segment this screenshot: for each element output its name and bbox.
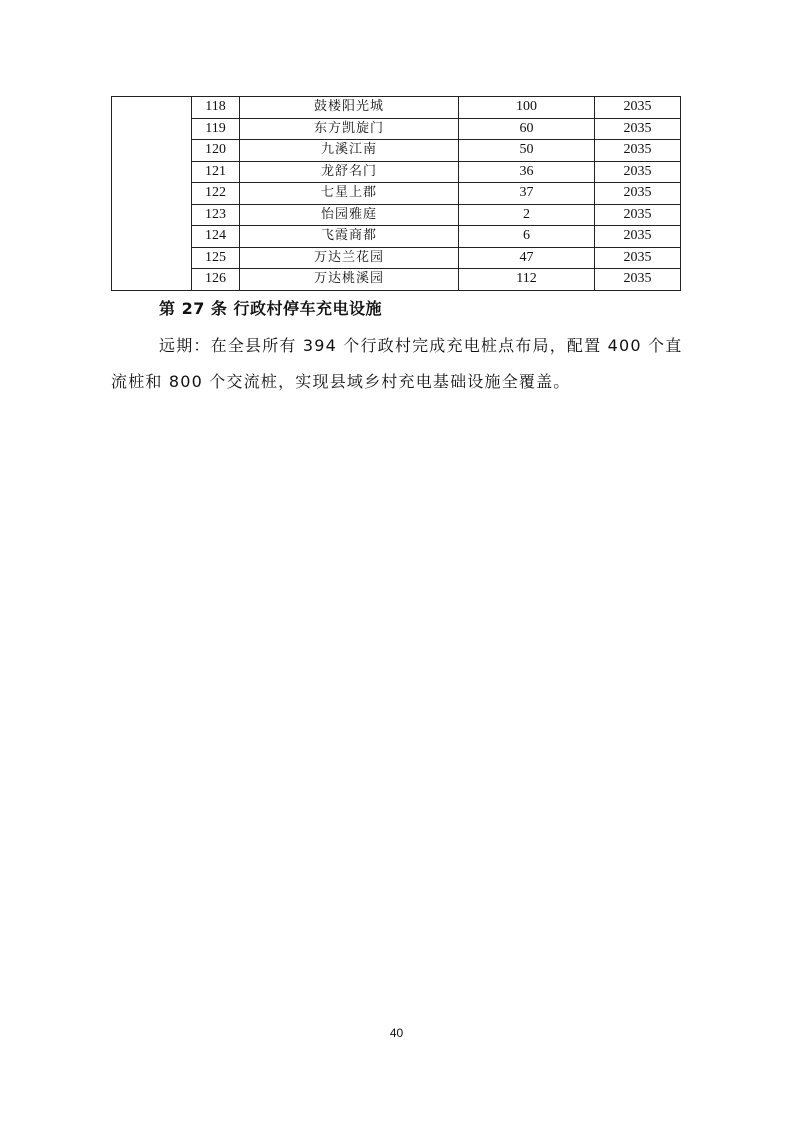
target-year-cell: 2035 — [595, 226, 681, 248]
pile-count-cell: 2 — [459, 204, 595, 226]
pile-count-cell: 112 — [459, 269, 595, 291]
row-number-cell: 122 — [192, 183, 240, 205]
community-name-cell: 九溪江南 — [240, 140, 459, 162]
pile-count-cell: 47 — [459, 247, 595, 269]
row-number-cell: 123 — [192, 204, 240, 226]
pile-count-cell: 36 — [459, 161, 595, 183]
pile-count-cell: 6 — [459, 226, 595, 248]
merged-category-cell — [112, 97, 192, 291]
community-name-cell: 龙舒名门 — [240, 161, 459, 183]
table-row — [112, 226, 681, 248]
target-year-cell: 2035 — [595, 161, 681, 183]
target-year-cell: 2035 — [595, 183, 681, 205]
community-name-cell: 鼓楼阳光城 — [240, 97, 459, 119]
row-number-cell: 120 — [192, 140, 240, 162]
row-number-cell: 126 — [192, 269, 240, 291]
section-paragraph: 远期：在全县所有 394 个行政村完成充电桩点布局，配置 400 个直流桩和 800 个交流桩，实现县域乡村充电基础设施全覆盖。 — [111, 336, 683, 391]
community-name-cell: 七星上郡 — [240, 183, 459, 205]
table-body — [112, 97, 681, 291]
target-year-cell: 2035 — [595, 204, 681, 226]
community-name-cell: 飞霞商都 — [240, 226, 459, 248]
target-year-cell: 2035 — [595, 247, 681, 269]
row-number-cell: 125 — [192, 247, 240, 269]
table-row — [112, 269, 681, 291]
table-row — [112, 247, 681, 269]
section-heading: 第 27 条 行政村停车充电设施 — [159, 299, 382, 318]
target-year-cell: 2035 — [595, 97, 681, 119]
row-number-cell: 121 — [192, 161, 240, 183]
charging-pile-table — [111, 96, 681, 291]
table-row — [112, 118, 681, 140]
community-name-cell: 万达兰花园 — [240, 247, 459, 269]
community-name-cell: 东方凯旋门 — [240, 118, 459, 140]
pile-count-cell: 60 — [459, 118, 595, 140]
table-row — [112, 183, 681, 205]
row-number-cell: 119 — [192, 118, 240, 140]
table-row — [112, 204, 681, 226]
pile-count-cell: 100 — [459, 97, 595, 119]
community-name-cell: 怡园雅庭 — [240, 204, 459, 226]
table-row — [112, 140, 681, 162]
page-number: 40 — [389, 1026, 404, 1040]
charging-pile-table-container — [111, 96, 681, 291]
table-row — [112, 161, 681, 183]
pile-count-cell: 50 — [459, 140, 595, 162]
target-year-cell: 2035 — [595, 118, 681, 140]
community-name-cell: 万达桃溪园 — [240, 269, 459, 291]
row-number-cell: 118 — [192, 97, 240, 119]
target-year-cell: 2035 — [595, 140, 681, 162]
row-number-cell: 124 — [192, 226, 240, 248]
table-row — [112, 97, 681, 119]
target-year-cell: 2035 — [595, 269, 681, 291]
pile-count-cell: 37 — [459, 183, 595, 205]
